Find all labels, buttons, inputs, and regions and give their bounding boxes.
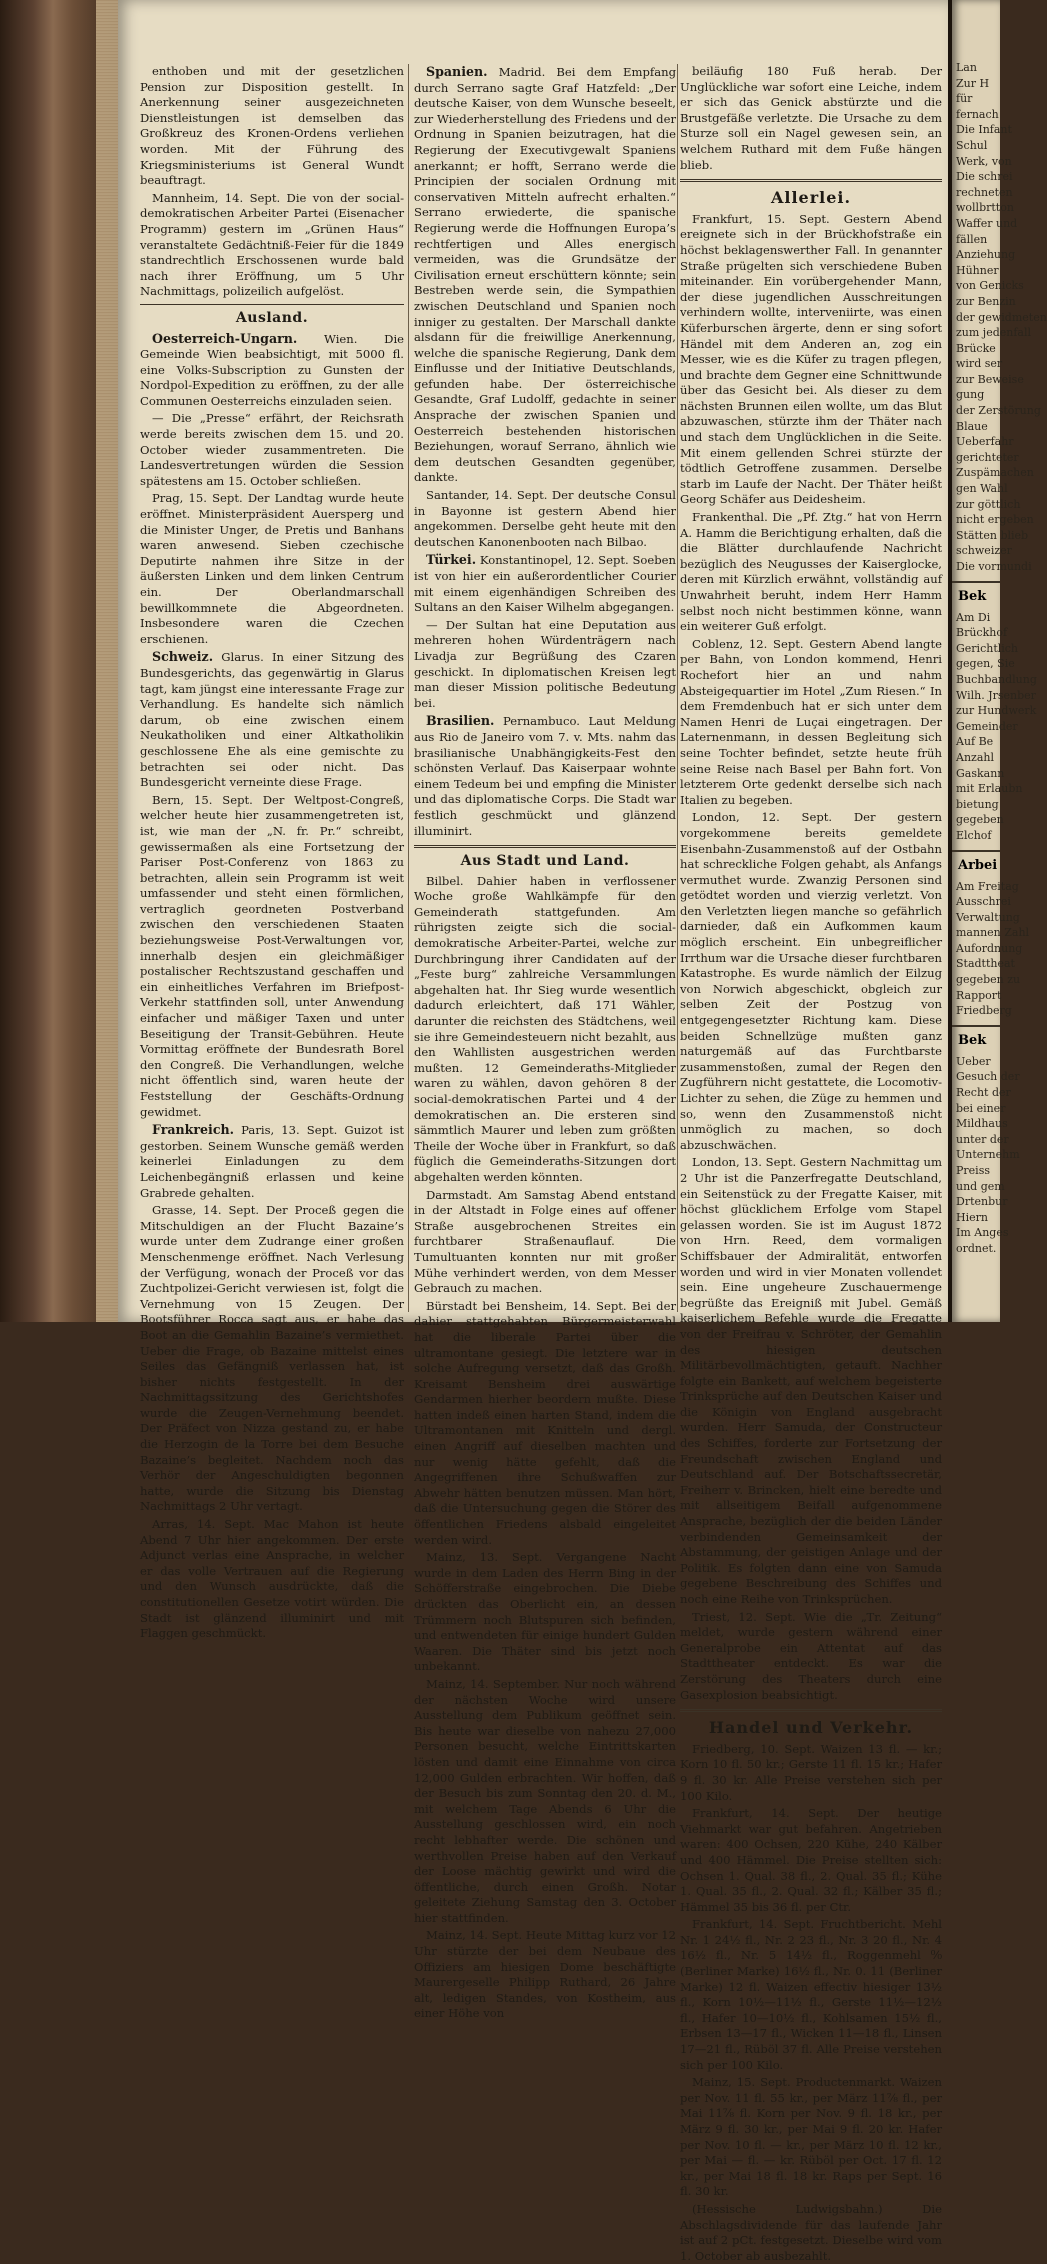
paragraph: Bürstadt bei Bensheim, 14. Sept. Bei der dahier stattgehabten Bürgermeisterwahl hat die liberale Partei über die ultramontane gesiegt. Die letztere war in solche Aufregung versetzt, daß das Großh. Kreisamt Bensheim drei auswärtige Gendarmen hierher beordern mußte. Diese hatten indeß einen harten Stand, indem die Ultramontanen mit Knitteln und dergl. einen Angriff auf dieselben machten und nur wenig hätte gefehlt, daß die Angegriffenen ihre Schußwaffen zur Abwehr hätten benutzen müssen. Man hört, daß die Untersuchung gegen die Störer des öffentlichen Friedens alsbald eingeleitet werden wird. bbox=[414, 1298, 676, 1547]
paragraph bbox=[140, 649, 404, 790]
adjacent-line: fällen bbox=[956, 232, 988, 246]
adjacent-line: Die vormundi bbox=[956, 560, 1032, 573]
adjacent-line: zur Benzin bbox=[956, 294, 1016, 308]
paragraph: Frankfurt, 15. Sept. Gestern Abend ereignete sich in der Brückhofstraße ein höchst beklagenswerther Fall. In genannter Straße prügelten sich verschiedene Buben miteinander. Ein vorübergehender Mann, der diese jugendlichen Ausschreitungen verhindern wollte, interveniirte, was einen Küferburschen ärgerte, denn er sing sofort Händel mit dem Anderen an, zog ein Messer, wie es die Küfer zu tragen pflegen, und brachte dem Gegner eine Schnittwunde über das Gesicht bei. Als dieser zu dem nächsten Brunnen eilen wollte, um das Blut abzuwaschen, stürzte ihm der Thäter nach und stach dem Unglücklichen in die Seite. Mit einem gellenden Schrei stürzte der tödtlich Getroffene zusammen. Derselbe starb im Laufe der Nacht. Der Thäter heißt Georg Schäfer aus Deidesheim. bbox=[680, 211, 942, 507]
page-edges bbox=[96, 0, 118, 1322]
section-heading-allerlei: Allerlei. bbox=[770, 188, 852, 208]
adjacent-line: unter der bbox=[956, 1132, 1009, 1146]
adjacent-line: Buchbandlung bbox=[956, 672, 1037, 686]
adjacent-line: ordnet. bbox=[956, 1241, 997, 1255]
adjacent-line: zur Beweise bbox=[956, 372, 1024, 386]
adjacent-line: Hühner bbox=[956, 263, 999, 277]
paragraph: Coblenz, 12. Sept. Gestern Abend langte per Bahn, von London kommend, Henri Rochefort hier an und nahm Absteigequartier im Hotel „Zum Riesen.“ In dem Fremdenbuch hat er sich unter dem Namen Henri de Luçai eingetragen. Der Laternenmann, in dessen Begleitung sich seine Tochter befindet, setzte heute früh seine Reise nach Basel per Bahn fort. Von letzterem Orte gedenkt derselbe sich nach Italien zu begeben. bbox=[680, 636, 942, 807]
paragraph: Mannheim, 14. Sept. Die von der social-demokratischen Arbeiter Partei (Eisenacher Programm) gestern im „Grünen Haus“ veranstaltete Gedächtniß-Feier für die 1849 standrechtlich Erschossenen wurde bald nach ihrer Eröffnung, um 5 Uhr Nachmittags, polizeilich aufgelöst. bbox=[140, 190, 404, 299]
article-text: Glarus. In einer Sitzung des Bundesgerichts, das gegenwärtig in Glarus tagt, kam jüngst eine interessante Frage zur Verhandlung. Es handelte sich nämlich darum, ob eine zwischen einem Neukatholiken und einer Altkatholikin geschlossene Ehe als eine gemischte zu betrachten sei oder nicht. Das Bundesgericht verneinte diese Frage. bbox=[140, 650, 405, 790]
adjacent-line: wollbrtton bbox=[956, 201, 1014, 215]
adjacent-line: mannen Zahl bbox=[956, 926, 1030, 940]
section-heading-stadt-land: Aus Stadt und Land. bbox=[460, 853, 630, 870]
adjacent-line: Werk, von bbox=[956, 154, 1012, 168]
divider bbox=[414, 845, 676, 848]
paragraph: Prag, 15. Sept. Der Landtag wurde heute eröffnet. Ministerpräsident Auersperg und die Minister Unger, de Pretis und Banhans waren anwesend. Sieben czechische Deputirte nahmen ihre Sitze in der äußersten Linken und dem linken Centrum ein. Der Oberlandmarschall bewillkommnete die Abgeordneten. Insbesondere waren die Czechen erschienen. bbox=[140, 491, 404, 646]
adjacent-line: zum jedenfall bbox=[956, 326, 1032, 340]
adjacent-line: von Genicks bbox=[956, 279, 1024, 293]
column-3 bbox=[680, 64, 942, 2263]
adjacent-line: zur göttlich bbox=[956, 497, 1021, 511]
adjacent-line: Im Anges bbox=[956, 1226, 1009, 1240]
adjacent-line: gerichteter bbox=[956, 450, 1019, 464]
adjacent-line: bietung bbox=[956, 797, 999, 811]
adjacent-page-strip bbox=[952, 0, 1047, 1322]
adjacent-line: Elchof bbox=[956, 828, 992, 842]
divider bbox=[680, 179, 942, 182]
adjacent-line: mit Erlaubn bbox=[956, 782, 1023, 796]
adjacent-line: wird ser bbox=[956, 357, 1003, 371]
country-heading: Frankreich. bbox=[152, 1122, 235, 1138]
country-heading: Türkei. bbox=[426, 552, 477, 568]
adjacent-line: Die Infant bbox=[956, 123, 1012, 137]
adjacent-line: Die schrei bbox=[956, 170, 1013, 184]
paragraph: — Der Sultan hat eine Deputation aus mehreren hohen Würdenträgern nach Livadja zur Begrüßung des Czaren geschickt. In diplomatischen Kreisen legt man dieser Mission politische Bedeutung bei. bbox=[414, 617, 676, 710]
adjacent-line: Am Freitag bbox=[956, 879, 1019, 893]
article-text: Paris, 13. Sept. Guizot ist gestorben. Seinem Wunsche gemäß werden keinerlei Einladungen zu dem Leichenbegängniß erlassen und keine Grabrede gehalten. bbox=[140, 1123, 405, 1200]
adjacent-page-lines bbox=[952, 60, 1047, 575]
adjacent-line: schweizer bbox=[956, 544, 1012, 558]
adjacent-line: Wilh. Jrsenber bbox=[956, 688, 1036, 702]
adjacent-line: Gesuch der bbox=[956, 1070, 1020, 1084]
paragraph bbox=[414, 713, 676, 839]
adjacent-line: Preiss bbox=[956, 1164, 990, 1177]
paragraph: Mainz, 14. September. Nur noch während der nächsten Woche wird unsere Ausstellung dem Publikum geöffnet sein. Bis heute war dieselbe von nahezu 27,000 Personen besucht, welche Eintrittskarten lösten und damit eine Einnahme von circa 12,000 Gulden erbrachten. Wir hoffen, daß der Besuch bis zum Sonntag den 20. d. M., mit welchem Tage Abends 6 Uhr die Ausstellung geschlossen wird, ein noch recht lebhafter werde. Die schönen und werthvollen Preise haben auf den Verkauf der Loose mächtig gewirkt und wird die öffentliche, durch einen Großh. Notar geleitete Ziehung Samstag den 3. October hier stattfinden. bbox=[414, 1676, 676, 1925]
paragraph bbox=[414, 552, 676, 615]
paragraph: Arras, 14. Sept. Mac Mahon ist heute Abend 7 Uhr hier angekommen. Der erste Adjunct verlas eine Ansprache, in welcher er das volle Vertrauen auf die Regierung und den Wunsch ausdrückte, daß die constitutionellen Gesetze votirt würden. Die Stadt ist glänzend illuminirt und mit Flaggen geschmückt. bbox=[140, 1517, 404, 1641]
adjacent-line: Am Di bbox=[956, 610, 991, 624]
section-heading-ausland: Ausland. bbox=[235, 309, 309, 326]
column-rule bbox=[677, 64, 678, 1312]
adjacent-line: Anziehung bbox=[956, 248, 1016, 262]
adjacent-line: zur Hundwerk bbox=[956, 704, 1037, 718]
section-heading-handel: Handel und Verkehr. bbox=[708, 1718, 914, 1738]
adjacent-line: Stätten blieb bbox=[956, 528, 1029, 542]
adjacent-line: Rapport bbox=[956, 988, 1002, 1002]
adjacent-line: gen Wahl bbox=[956, 482, 1008, 496]
adjacent-line: Ueberfahr bbox=[956, 435, 1014, 449]
adjacent-line: gegen, Sie bbox=[956, 657, 1015, 671]
paragraph bbox=[140, 331, 404, 410]
adjacent-line: Zuspämachen bbox=[956, 466, 1034, 480]
paragraph bbox=[414, 64, 676, 486]
paragraph: Frankfurt, 14. Sept. Der heutige Viehmarkt war gut befahren. Angetrieben waren: 400 Ochsen, 220 Kühe, 240 Kälber und 400 Hämmel. Die Preise stellten sich: Ochsen 1. Qual. 38 fl., 2. Qual. 35 fl.; Kühe 1. Qual. 35 fl., 2. Qual. 32 fl.; Kälber 35 fl.; Hämmel 35 bis 36 fl. per Ctr. bbox=[680, 1806, 942, 1914]
adjacent-line: Unternehm bbox=[956, 1148, 1020, 1162]
column-rule bbox=[408, 64, 409, 1312]
adjacent-line: Blaue bbox=[956, 419, 988, 433]
article-text: Madrid. Bei dem Empfang durch Serrano sagte Graf Hatzfeld: „Der deutsche Kaiser, von dem Wunsche beseelt, zur Wiederherstellung des Friedens und der Ordnung in Spanien beizutragen, hat die Regierung der Executivgewalt Spaniens anerkannt; er hofft, Serrano werde die Principien der socialen Ordnung mit conservativen Mitteln aufrecht erhalten.“ Serrano erwiederte, die spanische Regierung werde die Hoffnungen Europa’s rechtfertigen und Alles energisch vermeiden, was die Grundsätze der Civilisation erneut erschüttern könnte; sein Bestreben werde sein, die Sympathien zwischen Deutschland und Spanien noch inniger zu gestalten. Der Marschall dankte alsdann für die freiwillige Anerkennung, welche die spanische Regierung, Dank dem Einflusse und der Initiative Deutschlands, gefunden habe. Der österreichische Gesandte, Graf Ludolff, gedachte in seiner Ansprache der zwischen Spanien und Oesterreich bestehenden historischen Beziehungen, worauf Serrano, ähnlich wie dem deutschen Gesandten gegenüber, dankte. bbox=[414, 65, 676, 485]
adjacent-line: Waffer und bbox=[956, 216, 1018, 230]
adjacent-line: der Zerstörung bbox=[956, 404, 1041, 418]
adjacent-line: Verwaltung bbox=[956, 910, 1020, 924]
paragraph: Bilbel. Dahier haben in verflossener Woche große Wahlkämpfe für den Gemeinderath stattgefunden. Am rührigsten zeigte sich die social-demokratische Arbeiter-Partei, welche zur Durchbringung ihrer Candidaten auf der „Feste burg“ zahlreiche Versammlungen abgehalten hat. Ihr Sieg wurde wesentlich dadurch erleichtert, daß 171 Wähler, darunter die reichsten des Städtchens, weil sie ihre Gemeindesteuern nicht bezahlt, aus den Wahllisten ausgestrichen werden mußten. 12 Gemeinderaths-Mitglieder waren zu wählen, davon gehören 8 der social-demokratischen Partei und 4 der demokratischen an. Die ersteren sind sämmtlich Maurer und leben zum größten Theile der Woche über in Frankfurt, so daß füglich die Gemeinderaths-Sitzungen dort abgehalten werden könnten. bbox=[414, 873, 676, 1184]
paragraph: Frankfurt, 14. Sept. Fruchtbericht. Mehl Nr. 1 24½ fl., Nr. 2 23 fl., Nr. 3 20 fl., Nr. 4 16½ fl., Nr. 5 14½ fl., Roggenmehl ⁰⁄₀ (Berliner Marke) 16½ fl., Nr. 0. 11 (Berliner Marke) 12 fl. Waizen effectiv hiesiger 13½ fl., Korn 10½—11½ fl., Gerste 11½—12½ fl., Hafer 10—10½ fl., Kohlsamen 15½ fl., Erbsen 13—17 fl., Wicken 11—18 fl., Linsen 17—21 fl., Rüböl 37 fl. Alle Preise verstehen sich per 100 Kilo. bbox=[680, 1917, 942, 2072]
column-2 bbox=[414, 64, 677, 2021]
divider bbox=[140, 304, 404, 305]
adjacent-line: Ausschrei bbox=[956, 895, 1011, 909]
adjacent-line: Recht der bbox=[956, 1086, 1011, 1100]
adjacent-line: und gem bbox=[956, 1179, 1005, 1193]
divider bbox=[952, 1025, 1000, 1027]
adjacent-heading: Arbei bbox=[958, 857, 998, 873]
adjacent-line: Hiern bbox=[956, 1210, 988, 1224]
adjacent-line: Gerichtlich bbox=[956, 641, 1019, 655]
paragraph: enthoben und mit der gesetzlichen Pension zur Disposition gestellt. In Anerkennung seiner ausgezeichneten Dienstleistungen ist demselben das Großkreuz des Kronen-Ordens verliehen worden. Mit der Führung des Kriegsministeriums ist General Wundt beauftragt. bbox=[140, 64, 404, 188]
country-heading: Schweiz. bbox=[152, 649, 214, 665]
paragraph: Triest, 12. Sept. Wie die „Tr. Zeitung“ meldet, wurde gestern während einer Generalprobe ein Attentat auf das Stadttheater entdeckt. Es war die Zerstörung des Theaters durch eine Gasexplosion beabsichtigt. bbox=[680, 1609, 942, 1702]
adjacent-heading: Bek bbox=[958, 588, 987, 604]
adjacent-line: Stadttheat bbox=[956, 957, 1015, 971]
adjacent-line: gegeben zu bbox=[956, 973, 1021, 987]
adjacent-line: nicht ergeben bbox=[956, 513, 1034, 527]
paragraph: Mainz, 15. Sept. Productenmarkt. Waizen per Nov. 11 fl. 55 kr., per März 11⅞ fl., per Mai 11⅞ fl. Korn per Nov. 9 fl. 18 kr., per März 9 fl. 30 kr., per Mai 9 fl. 20 kr. Hafer per Nov. 10 fl. — kr., per März 10 fl. 12 kr., per Mai — fl. — kr. Rüböl per Oct. 17 fl. 12 kr., per Mai 18 fl. 18 kr. Raps per Sept. 16 fl. 30 kr. bbox=[680, 2075, 942, 2199]
adjacent-line: Friedberg bbox=[956, 1004, 1012, 1018]
adjacent-line: Brückhof bbox=[956, 626, 1008, 640]
adjacent-line: Auf Be bbox=[956, 735, 994, 749]
article-text: Konstantinopel, 12. Sept. Soeben ist von hier ein außerordentlicher Courier mit einem eigenhändigen Schreiben des Sultans an den Kaiser Wilhelm abgegangen. bbox=[414, 553, 677, 615]
paragraph: London, 12. Sept. Der gestern vorgekommene bereits gemeldete Eisenbahn-Zusammenstoß auf der Ostbahn hat schreckliche Folgen gehabt, als Anfangs vermuthet wurde. Zwanzig Personen sind getödtet worden und vierzig verletzt. Von den Verletzten liegen manche so gefährlich darnieder, daß ein Aufkommen kaum möglich erscheint. Ein unbegreiflicher Irrthum war die Ursache dieser furchtbaren Katastrophe. Es wurde nämlich der Eilzug von Norwich abgeschickt, obgleich zur selben Zeit der Postzug von entgegengesetzter Richtung kam. Diese beiden Schnellzüge mußten ganz naturgemäß auf das Furchtbarste zusammenstoßen, zumal der Regen den Zugführern nicht gestattete, die Locomotiv-Lichter zu sehen, die Züge zu hemmen und so, wenn den Zusammenstoß nicht unmöglich zu machen, so doch abzuschwächen. bbox=[680, 810, 942, 1152]
adjacent-line: Brücke bbox=[956, 341, 996, 355]
divider bbox=[952, 581, 1000, 583]
adjacent-line: Schul bbox=[956, 138, 988, 152]
adjacent-line: Zur H bbox=[956, 76, 990, 90]
adjacent-page-lines bbox=[952, 1054, 1020, 1257]
paragraph: beiläufig 180 Fuß herab. Der Unglückliche war sofort eine Leiche, indem er sich das Genick abstürzte und die Brustgefäße verletzte. Die Ursache zu dem Sturze soll ein Nagel gewesen sein, an welchem Ruthard mit dem Fuße hängen blieb. bbox=[680, 64, 942, 172]
article-text: Pernambuco. Laut Meldung aus Rio de Janeiro vom 7. v. Mts. nahm das brasilianische Unabhängigkeits-Fest den schönsten Verlauf. Das Kaiserpaar wohnte einem Tedeum bei und empfing die Minister und das diplomatische Corps. Die Stadt war festlich geschmückt und glänzend illuminirt. bbox=[414, 714, 676, 838]
divider bbox=[680, 1709, 942, 1712]
adjacent-line: Aufordnung bbox=[956, 941, 1023, 955]
paragraph bbox=[140, 1122, 404, 1201]
adjacent-line: rechneten bbox=[956, 185, 1013, 199]
adjacent-line: Anzahl bbox=[956, 750, 994, 764]
paragraph: Darmstadt. Am Samstag Abend entstand in der Altstadt in Folge eines auf offener Straße ausgebrochenen Streites ein furchtbarer Straßenauflauf. Die Tumultuanten konnten nur mit großer Mühe verhindert werden, von dem Messer Gebrauch zu machen. bbox=[414, 1187, 676, 1296]
adjacent-page-lines bbox=[952, 610, 1037, 844]
country-heading: Brasilien. bbox=[426, 713, 495, 729]
country-heading: Spanien. bbox=[426, 64, 488, 79]
adjacent-line: Gaskann bbox=[956, 766, 1005, 780]
adjacent-line: bei einer bbox=[956, 1101, 1006, 1115]
adjacent-line: gung bbox=[956, 388, 985, 402]
adjacent-line: Mildhaus bbox=[956, 1117, 1008, 1131]
adjacent-line: Lan bbox=[956, 61, 977, 74]
adjacent-line: fernach bbox=[956, 107, 999, 121]
paragraph: London, 13. Sept. Gestern Nachmittag um 2 Uhr ist die Panzerfregatte Deutschland, ein Seitenstück zu der Fregatte Kaiser, mit höchst glücklichem Erfolge vom Stapel gelassen worden. Sie ist im August 1872 von Hrn. Reed, dem vormaligen Schiffsbauer der Admiralität, entworfen worden und wird in vier Monaten vollendet sein. Eine ungeheure Zuschauermenge begrüßte das Ereigniß mit Jubel. Gemäß kaiserlichem Befehle wurde die Fregatte von der Freifrau v. Schröter, der Gemahlin des hiesigen deutschen Militärbevollmächtigten, getauft. Nachher folgte ein Bankett, auf welchem begeisterte Trinksprüche auf den Deutschen Kaiser und die Königin von England ausgebracht wurden. Herr Samuda, der Constructeur des Schiffes, forderte zur Fortsetzung der Freundschaft zwischen England und Deutschland auf. Der Botschaftssecretär, Freiherr v. Brincken, hielt eine beredte und mit allseitigem Beifall aufgenommene Ansprache, bezüglich der die beiden Länder verbindenden Gemeinsamkeit der Abstammung, der geistigen Anlage und der Politik. Es folgten dann eine von Samuda gegebene Beschreibung des Schiffes und noch eine Reihe von Trinksprüchen. bbox=[680, 1155, 942, 1606]
column-1 bbox=[140, 64, 405, 1641]
paragraph: Frankenthal. Die „Pf. Ztg.“ hat von Herrn A. Hamm die Berichtigung erhalten, daß die die Blätter durchlaufende Nachricht bezüglich des Neugusses der Kaiserglocke, deren mit Kürzlich erwähnt, vollständig auf Unwahrheit beruht, indem Herr Hamm selbst noch nicht bestimmen könne, wann ein weiterer Guß erfolgt. bbox=[680, 510, 942, 634]
country-heading: Oesterreich-Ungarn. bbox=[152, 330, 298, 346]
adjacent-line: Gemeinder bbox=[956, 719, 1018, 733]
adjacent-line: Drtenbur bbox=[956, 1195, 1008, 1209]
paragraph: Friedberg, 10. Sept. Waizen 13 fl. — kr.; Korn 10 fl. 50 kr.; Gerste 11 fl. 15 kr.; Hafer 9 fl. 30 kr. Alle Preise verstehen sich per 100 Kilo. bbox=[680, 1741, 942, 1803]
adjacent-page-lines bbox=[952, 879, 1030, 1019]
adjacent-line: gegeben bbox=[956, 813, 1004, 827]
paragraph: (Hessische Ludwigsbahn.) Die Abschlagsdividende für das laufende Jahr ist auf 2 pCt. festgesetzt. Dieselbe wird vom 1. October ab ausbezahlt. bbox=[680, 2201, 942, 2263]
paragraph: Santander, 14. Sept. Der deutsche Consul in Bayonne ist gestern Abend hier angekommen. Derselbe geht heute mit den deutschen Kanonenbooten nach Bilbao. bbox=[414, 488, 676, 549]
paragraph: Mainz, 14. Sept. Heute Mittag kurz vor 12 Uhr stürzte der bei dem Neubaue des Offiziers am hiesigen Dome beschäftigte Maurergeselle Philipp Ruthard, 26 Jahre alt, ledigen Standes, von Kostheim, aus einer Höhe von bbox=[414, 1928, 676, 2021]
adjacent-line: der gewidmeten bbox=[956, 310, 1047, 324]
paragraph: — Die „Presse“ erfährt, der Reichsrath werde bereits zwischen dem 15. und 20. October wieder zusammentreten. Die Landesvertretungen würden die Session spätestens am 15. October schließen. bbox=[140, 411, 404, 488]
article-text: Wien. Die Gemeinde Wien beabsichtigt, mit 5000 fl. eine Volks-Subscription zu Gunsten der Nordpol-Expedition zu eröffnen, zu der alle Communen Oesterreichs einzuladen seien. bbox=[140, 331, 405, 408]
paragraph: Mainz, 13. Sept. Vergangene Nacht wurde in dem Laden des Herrn Bing in der Schöfferstraße eingebrochen. Die Diebe drückten das Oberlicht ein, an dessen Trümmern noch Blutspuren sich befinden, und entwendeten für einige hundert Gulden Waaren. Die Thäter sind bis jetzt noch unbekannt. bbox=[414, 1550, 676, 1674]
paragraph: Bern, 15. Sept. Der Weltpost-Congreß, welcher heute hier zusammengetreten ist, ist, wie man der „N. fr. Pr.“ schreibt, gewissermaßen als eine Fortsetzung der Pariser Post-Conferenz von 1863 zu betrachten, allein sein Programm ist weit umfassender und steht einen förmlichen, vertraglich geordneten Postverband zwischen den verschiedenen Staaten beziehungsweise Post-Verwaltungen vor, innerhalb desjen ein gleichmäßiger postalischer Rechtszustand geschaffen und ein einheitliches Verfahren im Briefpost-Verkehr stattfinden soll, unter Anwendung einfacher und mäßiger Taxen und unter Beseitigung der Transit-Gebühren. Heute Vormittag eröffnete der Bundesrath Borel den Congreß. Die Verhandlungen, welche nicht öffentlich sind, waren heute der Feststellung der Geschäfts-Ordnung gewidmet. bbox=[140, 792, 404, 1119]
adjacent-heading: Bek bbox=[958, 1032, 987, 1048]
divider bbox=[952, 850, 1000, 852]
adjacent-line: Ueber bbox=[956, 1054, 991, 1068]
adjacent-line: für bbox=[956, 92, 973, 106]
paragraph: Grasse, 14. Sept. Der Proceß gegen die Mitschuldigen an der Flucht Bazaine’s wurde unter dem Zudrange einer großen Menschenmenge eröffnet. Nach Verlesung der Verfügung, wonach der Proceß vor das Zuchtpolizei-Gericht verwiesen ist, folgt die Vernehmung von 15 Zeugen. Der Bootsführer Rocca sagt aus, er habe das Boot an die Gemahlin Bazaine’s vermiethet. Ueber die Frage, ob Bazaine mittelst eines Seiles das Gefängniß verlassen hat, ist bisher nichts festgestellt. In der Nachmittagssitzung des Gerichtshofes wurde die Zeugen-Vernehmung beendet. Der Präfect von Nizza gestand zu, er habe die Herzogin de la Torre bei dem Besuche Bazaine’s begleitet. Nachdem noch das Verhör der Angeschuldigten begonnen hatte, wurde die Sitzung bis Dienstag Nachmittags 2 Uhr vertagt. bbox=[140, 1203, 404, 1514]
